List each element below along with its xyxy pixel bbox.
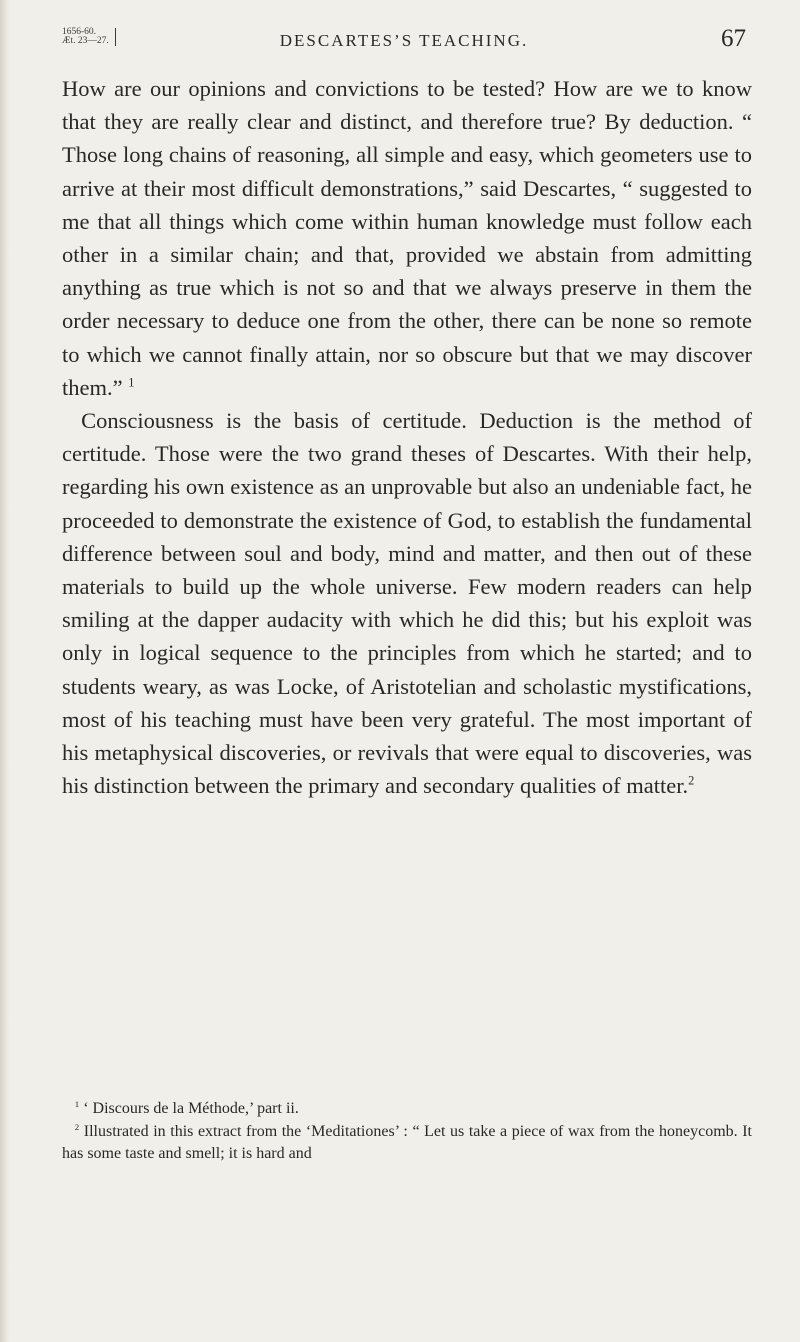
paragraph-text: Consciousness is the basis of certitude. Deduction is the method of certitude. Those were the two grand theses of Descartes. With their help, regarding his own existence as an unprovable but also an undeniable fact, he proceeded to demonstrate the existence of God, to establish the fundamental difference between soul and body, mind and matter, and then out of these materials to build up the whole universe. Few modern readers can help smiling at the dapper audacity with which he did this; but his exploit was only in logical sequence to the principles from which he started; and to students weary, as was Locke, of Aristotelian and scholastic mystifications, most of his teaching must have been very grateful. The most important of his metaphysical discoveries, or revivals that were equal to discoveries, was his distinction between the primary and secondary qualities of matter. [62,408,752,799]
margin-years: 1656-60. [62,27,97,37]
margin-age: Æt. 23—27. [62,36,109,46]
page-binding-edge [0,0,10,1342]
footnote-mark: 1 [74,1098,80,1109]
footnote-mark: 2 [74,1121,80,1132]
footnote-text: Illustrated in this extract from the ‘Meditationes’ : “ Let us take a piece of wax from the honeycomb. It has some taste and smell; it is hard and [62,1122,752,1162]
page-header [62,18,746,58]
running-title: DESCARTES’S TEACHING. [279,31,529,50]
paragraph [62,72,752,404]
footnote-ref: 2 [688,773,695,788]
main-text [62,72,752,802]
footnote [62,1098,752,1121]
footnote-text: ‘ Discours de la Méthode,’ part ii. [83,1100,299,1117]
page-number: 67 [721,25,746,52]
paragraph [62,404,752,802]
footnote [62,1121,752,1166]
footnotes [62,1098,752,1166]
footnote-ref: 1 [128,375,135,390]
paragraph-text: How are our opinions and convictions to be tested? How are we to know that they are really clear and distinct, and therefore true? By deduction. “ Those long chains of reasoning, all simple and easy, which geometers use to arrive at their most difficult demonstrations,” said Descartes, “ suggested to me that all things which come within human knowledge must follow each other in a similar chain; and that, provided we abstain from admitting anything as true which is not so and that we always preserve in them the order necessary to deduce one from the other, there can be none so remote to which we cannot finally attain, nor so obscure but that we may discover them.” [62,76,752,400]
